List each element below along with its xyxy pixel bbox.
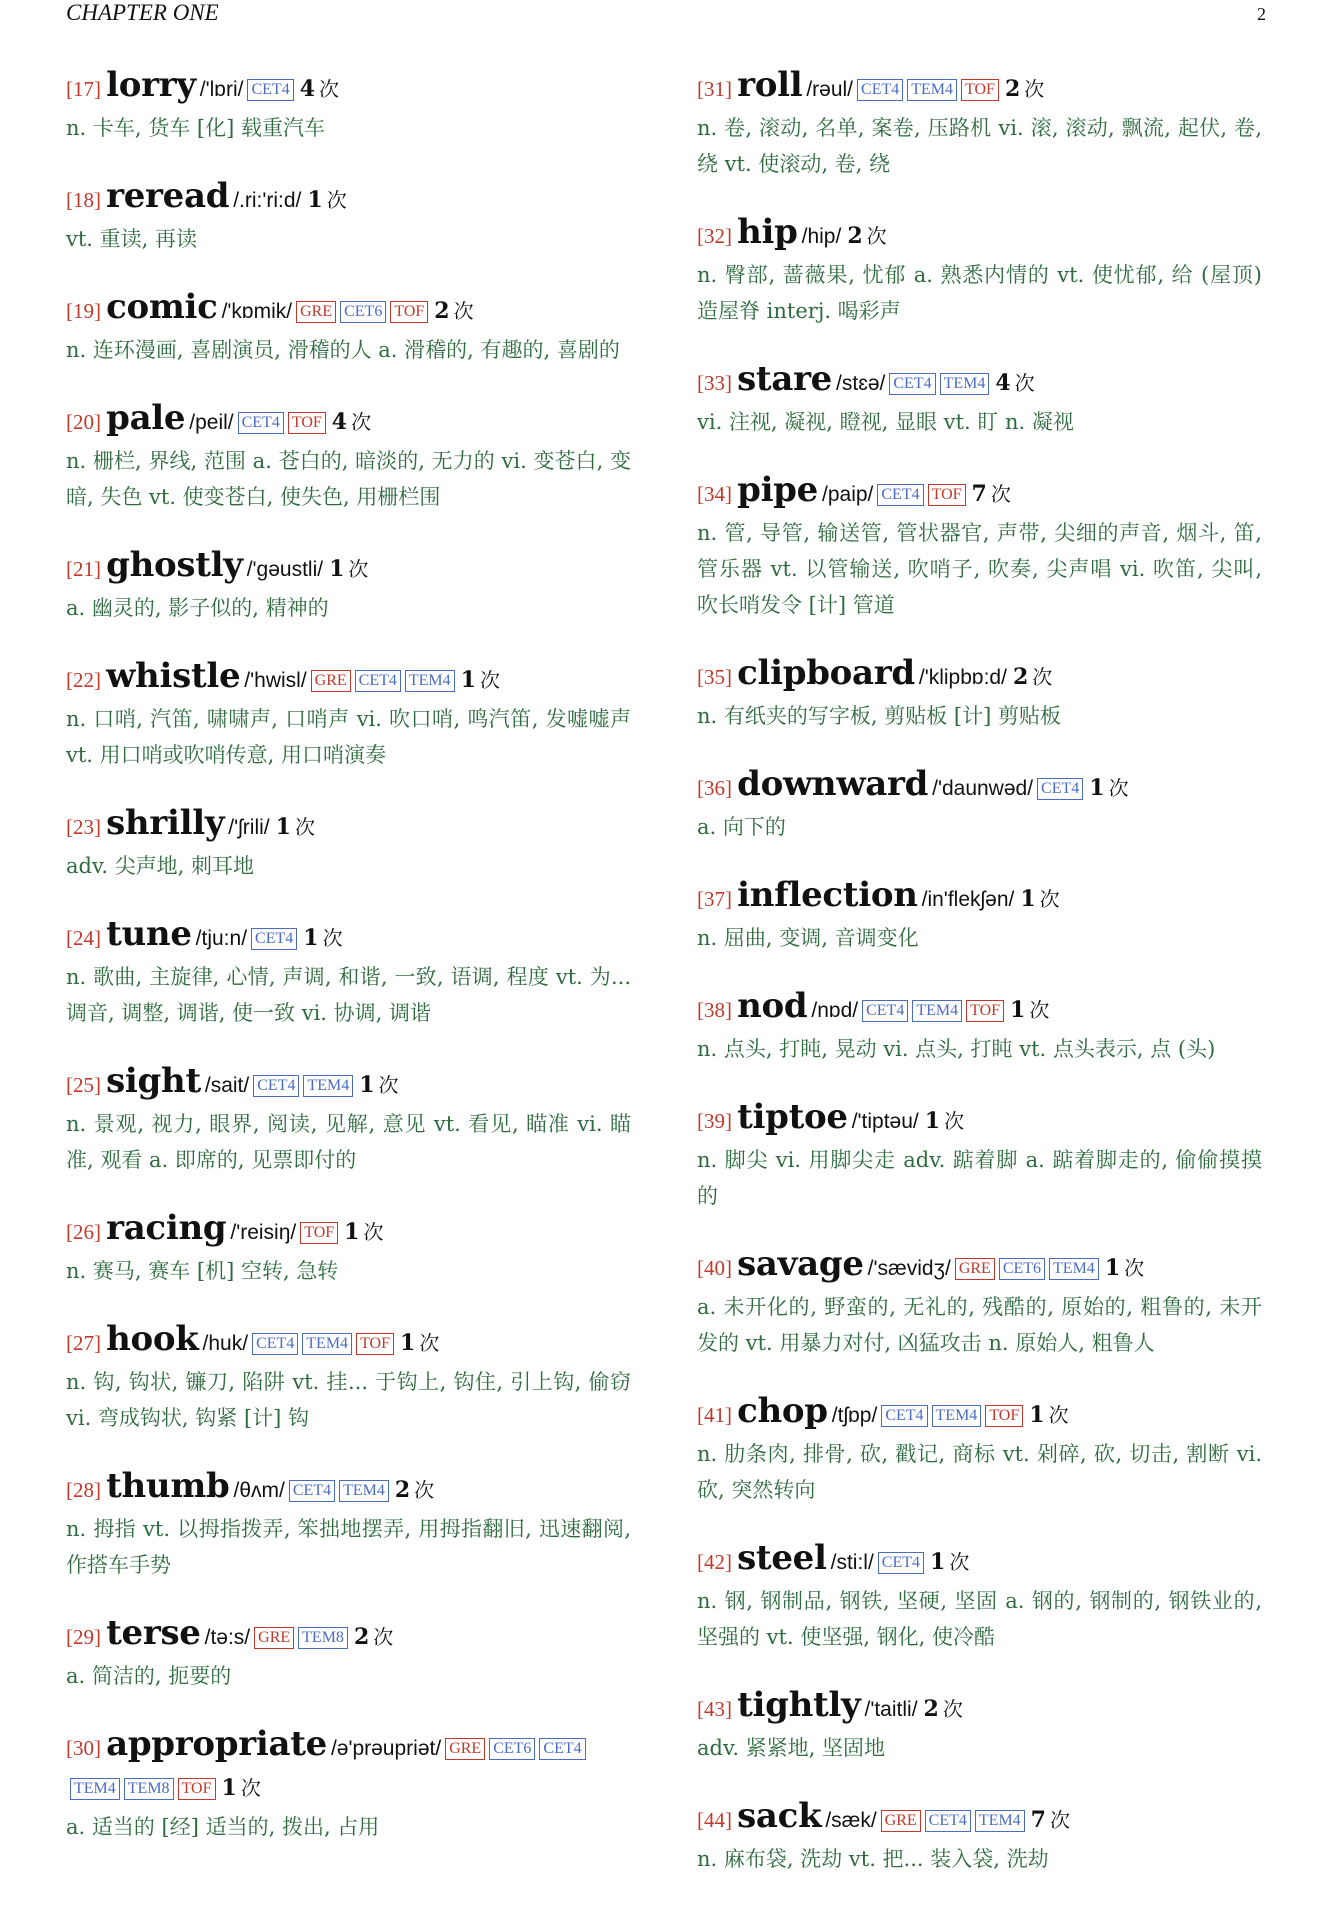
phonetic: /rəul/ [806, 78, 854, 101]
occurrence-count: 1 [460, 667, 476, 693]
definition: n. 脚尖 vi. 用脚尖走 adv. 踮着脚 a. 踮着脚走的, 偷偷摸摸的 [697, 1148, 1262, 1208]
vocab-entry [66, 1320, 631, 1436]
phonetic: /'daunwəd/ [932, 777, 1034, 800]
entry-number: [22] [66, 668, 101, 692]
definition: a. 幽灵的, 影子似的, 精神的 [66, 596, 329, 620]
headword: sight [106, 1061, 201, 1101]
occurrence-count: 2 [434, 298, 450, 324]
definition: n. 臀部, 蔷薇果, 忧郁 a. 熟悉内情的 vt. 使忧郁, 给 (屋顶) 造屋脊 interj. 喝彩声 [697, 263, 1262, 323]
exam-tag-badge: TOF [985, 1405, 1023, 1427]
headword: shrilly [106, 803, 225, 843]
definition: vi. 注视, 凝视, 瞪视, 显眼 vt. 盯 n. 凝视 [697, 410, 1074, 434]
entry-number: [36] [697, 776, 732, 800]
exam-tag-badge: TEM4 [912, 1000, 962, 1022]
entry-headline [697, 1392, 1262, 1436]
entry-number: [44] [697, 1808, 732, 1832]
exam-tag-badge: CET4 [881, 1405, 927, 1427]
entry-headline [697, 987, 1262, 1031]
occurrence-count: 4 [331, 409, 348, 435]
entry-number: [21] [66, 557, 101, 581]
vocab-entry [66, 1614, 631, 1694]
times-label: 次 [378, 1073, 399, 1097]
phonetic: /stɛə/ [836, 372, 886, 395]
vocab-entry [697, 471, 1262, 623]
occurrence-count: 2 [394, 1477, 411, 1503]
occurrence-count: 7 [971, 481, 987, 507]
definition: n. 麻布袋, 洗劫 vt. 把... 装入袋, 洗劫 [697, 1847, 1049, 1871]
phonetic: /'kɒmik/ [221, 300, 293, 323]
occurrence-count: 1 [221, 1775, 237, 1801]
definition: n. 栅栏, 界线, 范围 a. 苍白的, 暗淡的, 无力的 vi. 变苍白, 变暗, 失色 vt. 使变苍白, 使失色, 用栅栏围 [66, 449, 631, 509]
definition: a. 适当的 [经] 适当的, 拨出, 占用 [66, 1815, 380, 1839]
definition: a. 向下的 [697, 815, 786, 839]
entry-headline [66, 1725, 631, 1809]
exam-tag-badge: CET4 [238, 412, 284, 434]
headword: downward [737, 764, 929, 804]
definition: adv. 紧紧地, 坚固地 [697, 1736, 886, 1760]
entry-headline [66, 804, 631, 848]
times-label: 次 [326, 188, 347, 212]
entry-headline [697, 360, 1262, 404]
vocab-entry [697, 987, 1262, 1067]
entry-number: [20] [66, 410, 101, 434]
vocab-entry [697, 1797, 1262, 1877]
exam-tag-badge: CET4 [889, 373, 935, 395]
vocab-entry [697, 876, 1262, 956]
phonetic: /.ri:'ri:d/ [233, 189, 302, 212]
headword: stare [737, 359, 833, 399]
exam-tag-badge: TOF [356, 1333, 394, 1355]
vocab-entry [66, 804, 631, 884]
page-number: 2 [1257, 4, 1266, 24]
entry-number: [25] [66, 1073, 101, 1097]
times-label: 次 [319, 77, 339, 101]
times-label: 次 [414, 1478, 435, 1502]
exam-tag-badge: TEM4 [339, 1480, 389, 1502]
vocab-entry [697, 66, 1262, 182]
exam-tag-badge: CET4 [251, 928, 297, 950]
vocab-entry [66, 399, 631, 515]
definition: n. 卡车, 货车 [化] 载重汽车 [66, 116, 325, 140]
phonetic: /sti:l/ [830, 1551, 874, 1574]
vocab-entry [697, 1392, 1262, 1508]
exam-tag-badge: TEM4 [1049, 1258, 1099, 1280]
exam-tag-badge: TOF [961, 79, 999, 101]
exam-tag-badge: TEM4 [303, 1075, 353, 1097]
exam-tag-badge: GRE [445, 1738, 485, 1760]
vocab-entry [66, 657, 631, 773]
entry-headline [697, 1686, 1262, 1730]
headword: hip [737, 212, 798, 252]
times-label: 次 [294, 815, 315, 839]
exam-tag-badge: TOF [928, 484, 966, 506]
occurrence-count: 1 [1089, 775, 1105, 801]
entry-number: [26] [66, 1220, 101, 1244]
exam-tag-badge: CET6 [999, 1258, 1045, 1280]
headword: whistle [106, 656, 241, 696]
occurrence-count: 1 [1029, 1402, 1045, 1428]
occurrence-count: 2 [353, 1624, 370, 1650]
vocab-entry [697, 654, 1262, 734]
right-column [697, 66, 1262, 1908]
occurrence-count: 1 [1104, 1255, 1121, 1281]
times-label: 次 [1014, 371, 1035, 395]
entry-headline [66, 1062, 631, 1106]
times-label: 次 [1108, 776, 1129, 800]
entry-headline [697, 876, 1262, 920]
exam-tag-badge: TEM8 [124, 1778, 174, 1800]
headword: comic [106, 287, 218, 327]
exam-tag-badge: CET4 [252, 1333, 298, 1355]
vocab-entry [697, 360, 1262, 440]
definition: n. 歌曲, 主旋律, 心情, 声调, 和谐, 一致, 语调, 程度 vt. 为... 调音, 调整, 调谐, 使一致 vi. 协调, 调谐 [66, 965, 631, 1025]
definition: n. 景观, 视力, 眼界, 阅读, 见解, 意见 vt. 看见, 瞄准 vi. 瞄准, 观看 a. 即席的, 见票即付的 [66, 1112, 631, 1172]
times-label: 次 [1024, 77, 1045, 101]
phonetic: /tʃɒp/ [831, 1404, 878, 1427]
vocab-entry [66, 1725, 631, 1845]
entry-headline [697, 1245, 1262, 1289]
occurrence-count: 1 [924, 1108, 941, 1134]
entry-number: [32] [697, 224, 732, 248]
vocab-entry [697, 1686, 1262, 1766]
entry-headline [697, 1098, 1262, 1142]
definition: vt. 重读, 再读 [66, 227, 198, 251]
phonetic: /hip/ [801, 225, 842, 248]
phonetic: /in'flekʃən/ [921, 888, 1015, 911]
entry-headline [697, 66, 1262, 110]
times-label: 次 [942, 1697, 963, 1721]
headword: pipe [737, 470, 818, 510]
times-label: 次 [1048, 1403, 1069, 1427]
times-label: 次 [944, 1109, 965, 1133]
exam-tag-badge: CET6 [340, 301, 386, 323]
exam-tag-badge: TEM8 [298, 1627, 348, 1649]
phonetic: /'klipbɒ:d/ [918, 666, 1007, 689]
phonetic: /'ʃrili/ [228, 816, 270, 839]
definition: n. 口哨, 汽笛, 啸啸声, 口哨声 vi. 吹口哨, 鸣汽笛, 发嘘嘘声 vt. 用口哨或吹哨传意, 用口哨演奏 [66, 707, 631, 767]
page-header [0, 0, 1322, 30]
phonetic: /tju:n/ [195, 927, 248, 950]
entry-number: [28] [66, 1478, 101, 1502]
occurrence-count: 1 [1010, 997, 1026, 1023]
left-column [66, 66, 631, 1876]
headword: tiptoe [737, 1097, 848, 1137]
entry-number: [40] [697, 1256, 732, 1280]
exam-tag-badge: CET4 [1037, 778, 1083, 800]
exam-tag-badge: TEM4 [940, 373, 990, 395]
entry-number: [29] [66, 1625, 101, 1649]
definition: n. 点头, 打盹, 晃动 vi. 点头, 打盹 vt. 点头表示, 点 (头) [697, 1037, 1216, 1061]
entry-number: [39] [697, 1109, 732, 1133]
vocab-entry [697, 1245, 1262, 1361]
vocab-entry [66, 1062, 631, 1178]
exam-tag-badge: GRE [311, 670, 351, 692]
vocab-entry [66, 288, 631, 368]
entry-headline [66, 546, 631, 590]
phonetic: /tə:s/ [204, 1626, 251, 1649]
headword: lorry [106, 65, 196, 105]
definition: a. 简洁的, 扼要的 [66, 1664, 232, 1688]
definition: n. 管, 导管, 输送管, 管状器官, 声带, 尖细的声音, 烟斗, 笛, 管乐器 vt. 以管输送, 吹哨子, 吹奏, 尖声唱 vi. 吹笛, 尖叫, 吹长哨发令 [计] 管道 [697, 521, 1262, 617]
exam-tag-badge: TOF [300, 1222, 338, 1244]
phonetic: /'gəustli/ [246, 558, 324, 581]
entry-headline [697, 654, 1262, 698]
times-label: 次 [322, 926, 343, 950]
phonetic: /'reisiŋ/ [230, 1221, 297, 1244]
exam-tag-badge: TOF [966, 1000, 1004, 1022]
exam-tag-badge: CET4 [355, 670, 401, 692]
exam-tag-badge: CET4 [925, 1810, 971, 1832]
vocab-entry [66, 177, 631, 257]
entry-headline [66, 915, 631, 959]
vocab-entry [697, 1098, 1262, 1214]
times-label: 次 [240, 1776, 261, 1800]
vocab-entry [697, 213, 1262, 329]
headword: steel [737, 1538, 827, 1578]
phonetic: /'sævidʒ/ [867, 1257, 951, 1280]
entry-headline [66, 177, 631, 221]
entry-headline [66, 288, 631, 332]
exam-tag-badge: CET4 [539, 1738, 585, 1760]
occurrence-count: 1 [400, 1330, 416, 1356]
entry-headline [66, 657, 631, 701]
entry-number: [24] [66, 926, 101, 950]
occurrence-count: 4 [299, 76, 315, 102]
entry-headline [697, 765, 1262, 809]
headword: savage [737, 1244, 864, 1284]
phonetic: /'lɒri/ [199, 78, 244, 101]
occurrence-count: 2 [1012, 664, 1029, 690]
occurrence-count: 1 [303, 925, 319, 951]
times-label: 次 [479, 668, 500, 692]
phonetic: /sæk/ [825, 1809, 877, 1832]
occurrence-count: 2 [847, 223, 863, 249]
headword: hook [106, 1319, 199, 1359]
headword: terse [106, 1613, 201, 1653]
times-label: 次 [1032, 665, 1053, 689]
entry-number: [27] [66, 1331, 101, 1355]
exam-tag-badge: CET4 [247, 79, 293, 101]
occurrence-count: 1 [344, 1219, 360, 1245]
entry-number: [35] [697, 665, 732, 689]
definition: n. 肋条肉, 排骨, 砍, 戳记, 商标 vt. 剁碎, 砍, 切击, 割断 vi. 砍, 突然转向 [697, 1442, 1262, 1502]
headword: thumb [106, 1466, 230, 1506]
exam-tag-badge: TEM4 [932, 1405, 982, 1427]
entry-headline [66, 1209, 631, 1253]
exam-tag-badge: TEM4 [70, 1778, 120, 1800]
vocab-entry [66, 915, 631, 1031]
occurrence-count: 7 [1030, 1807, 1046, 1833]
times-label: 次 [1124, 1256, 1145, 1280]
times-label: 次 [866, 224, 887, 248]
vocab-entry [66, 1209, 631, 1289]
headword: ghostly [106, 545, 243, 585]
entry-headline [66, 399, 631, 443]
entry-number: [38] [697, 998, 732, 1022]
vocab-entry [697, 765, 1262, 845]
headword: roll [737, 65, 803, 105]
times-label: 次 [1049, 1808, 1070, 1832]
headword: racing [106, 1208, 227, 1248]
vocab-entry [66, 66, 631, 146]
entry-number: [18] [66, 188, 101, 212]
definition: n. 钩, 钩状, 镰刀, 陷阱 vt. 挂... 于钩上, 钩住, 引上钩, 偷窃 vi. 弯成钩状, 钩紧 [计] 钩 [66, 1370, 631, 1430]
vocab-entry [66, 546, 631, 626]
exam-tag-badge: TOF [288, 412, 326, 434]
occurrence-count: 4 [995, 370, 1011, 396]
phonetic: /nɒd/ [811, 999, 859, 1022]
exam-tag-badge: GRE [254, 1627, 294, 1649]
definition: n. 钢, 钢制品, 钢铁, 坚硬, 坚固 a. 钢的, 钢制的, 钢铁业的, 坚强的 vt. 使坚强, 钢化, 使冷酷 [697, 1589, 1262, 1649]
exam-tag-badge: GRE [296, 301, 336, 323]
entry-number: [19] [66, 299, 101, 323]
times-label: 次 [990, 482, 1011, 506]
exam-tag-badge: CET4 [253, 1075, 299, 1097]
entry-headline [697, 1797, 1262, 1841]
phonetic: /ə'prəupriət/ [330, 1737, 442, 1760]
entry-number: [17] [66, 77, 101, 101]
exam-tag-badge: TOF [390, 301, 428, 323]
entry-headline [66, 1467, 631, 1511]
definition: n. 连环漫画, 喜剧演员, 滑稽的人 a. 滑稽的, 有趣的, 喜剧的 [66, 338, 620, 362]
headword: nod [737, 986, 808, 1026]
entry-headline [697, 471, 1262, 515]
headword: sack [737, 1796, 822, 1836]
definition: n. 赛马, 赛车 [机] 空转, 急转 [66, 1259, 339, 1283]
times-label: 次 [419, 1331, 440, 1355]
times-label: 次 [949, 1550, 970, 1574]
entry-number: [37] [697, 887, 732, 911]
entry-number: [31] [697, 77, 732, 101]
times-label: 次 [453, 299, 474, 323]
exam-tag-badge: TEM4 [405, 670, 455, 692]
headword: chop [737, 1391, 828, 1431]
entry-number: [33] [697, 371, 732, 395]
headword: tightly [737, 1685, 861, 1725]
definition: n. 拇指 vt. 以拇指拨弄, 笨拙地摆弄, 用拇指翻旧, 迅速翻阅, 作搭车手势 [66, 1517, 631, 1577]
occurrence-count: 2 [923, 1696, 939, 1722]
entry-number: [30] [66, 1736, 101, 1760]
entry-number: [41] [697, 1403, 732, 1427]
exam-tag-badge: CET4 [878, 1552, 924, 1574]
occurrence-count: 1 [329, 556, 345, 582]
definition: adv. 尖声地, 刺耳地 [66, 854, 255, 878]
vocab-entry [697, 1539, 1262, 1655]
times-label: 次 [363, 1220, 384, 1244]
phonetic: /'tiptəu/ [851, 1110, 919, 1133]
definition: n. 有纸夹的写字板, 剪贴板 [计] 剪贴板 [697, 704, 1061, 728]
phonetic: /sait/ [204, 1074, 250, 1097]
entry-headline [66, 1614, 631, 1658]
phonetic: /paip/ [822, 483, 874, 506]
entry-number: [42] [697, 1550, 732, 1574]
entry-number: [23] [66, 815, 101, 839]
headword: inflection [737, 875, 918, 915]
phonetic: /huk/ [202, 1332, 249, 1355]
definition: n. 卷, 滚动, 名单, 案卷, 压路机 vi. 滚, 滚动, 飘流, 起伏, 卷, 绕 vt. 使滚动, 卷, 绕 [697, 116, 1262, 176]
entry-headline [697, 213, 1262, 257]
times-label: 次 [1039, 887, 1060, 911]
phonetic: /'taitli/ [864, 1698, 918, 1721]
phonetic: /peil/ [189, 411, 234, 434]
entry-headline [66, 1320, 631, 1364]
exam-tag-badge: GRE [881, 1810, 921, 1832]
definition: n. 屈曲, 变调, 音调变化 [697, 926, 919, 950]
chapter-title: CHAPTER ONE [66, 0, 219, 25]
times-label: 次 [1029, 998, 1050, 1022]
exam-tag-badge: GRE [955, 1258, 995, 1280]
exam-tag-badge: TEM4 [302, 1333, 352, 1355]
exam-tag-badge: CET4 [857, 79, 903, 101]
entry-headline [697, 1539, 1262, 1583]
headword: reread [106, 176, 230, 216]
entry-number: [34] [697, 482, 732, 506]
occurrence-count: 1 [307, 187, 323, 213]
exam-tag-badge: TEM4 [975, 1810, 1025, 1832]
occurrence-count: 1 [1020, 886, 1036, 912]
vocab-entry [66, 1467, 631, 1583]
headword: tune [106, 914, 192, 954]
headword: appropriate [106, 1724, 327, 1764]
entry-headline [66, 66, 631, 110]
occurrence-count: 1 [930, 1549, 946, 1575]
entry-number: [43] [697, 1697, 732, 1721]
occurrence-count: 2 [1004, 76, 1021, 102]
phonetic: /'hwisl/ [244, 669, 307, 692]
times-label: 次 [373, 1625, 394, 1649]
exam-tag-badge: CET4 [862, 1000, 908, 1022]
exam-tag-badge: TOF [178, 1778, 216, 1800]
times-label: 次 [348, 557, 369, 581]
times-label: 次 [351, 410, 372, 434]
exam-tag-badge: CET4 [289, 1480, 335, 1502]
exam-tag-badge: CET6 [489, 1738, 535, 1760]
headword: pale [106, 398, 186, 438]
phonetic: /θʌm/ [233, 1479, 285, 1502]
occurrence-count: 1 [275, 814, 291, 840]
definition: a. 未开化的, 野蛮的, 无礼的, 残酷的, 原始的, 粗鲁的, 未开发的 vt. 用暴力对付, 凶猛攻击 n. 原始人, 粗鲁人 [697, 1295, 1262, 1355]
exam-tag-badge: TEM4 [907, 79, 957, 101]
exam-tag-badge: CET4 [877, 484, 923, 506]
headword: clipboard [737, 653, 915, 693]
occurrence-count: 1 [359, 1072, 375, 1098]
